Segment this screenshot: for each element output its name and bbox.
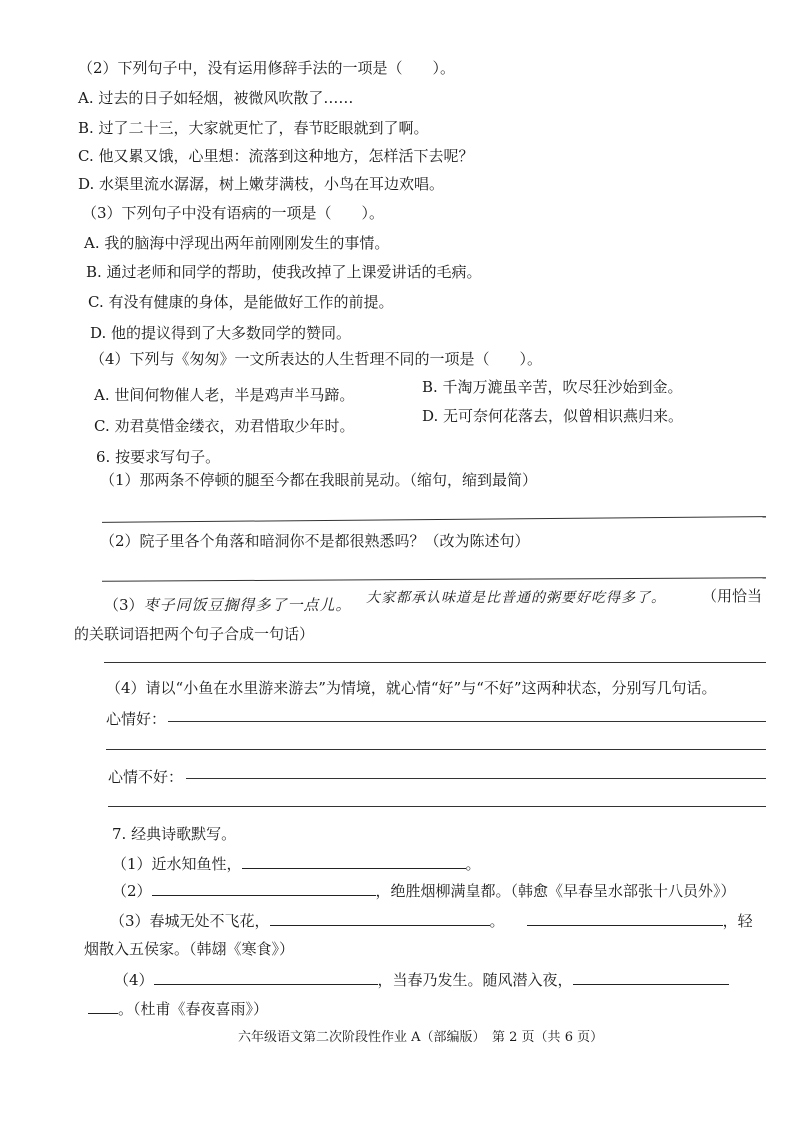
fill-blank[interactable] — [154, 969, 378, 985]
q5-3-option-d: D. 他的提议得到了大多数同学的赞同。 — [90, 324, 352, 342]
q5-2-option-a: A. 过去的日子如轻烟，被微风吹散了…… — [78, 89, 354, 107]
answer-line[interactable] — [186, 778, 766, 779]
q5-4-option-c: C. 劝君莫惜金缕衣，劝君惜取少年时。 — [94, 417, 355, 435]
answer-line[interactable] — [102, 577, 766, 581]
q6-3-number: （3） — [104, 596, 144, 614]
q6-3-handwritten-sentence-2: 大家都承认味道是比普通的粥要好吃得多了。 — [366, 590, 666, 606]
q6-3-instruction-start: （用恰当 — [702, 587, 763, 605]
q7-4-source: 。（杜甫《春夜喜雨》） — [118, 1000, 269, 1018]
q7-4-number: （4） — [114, 971, 154, 989]
mood-good-label: 心情好： — [106, 710, 167, 728]
q7-3-mid: 。 — [489, 912, 505, 930]
fill-blank[interactable] — [573, 969, 729, 985]
fill-blank[interactable] — [527, 910, 723, 926]
q6-3-handwritten-sentence-1: 枣子同饭豆搁得多了一点儿。 — [143, 596, 352, 614]
fill-blank[interactable] — [88, 998, 118, 1014]
fill-blank[interactable] — [152, 880, 376, 896]
q7-1-text: （1）近水知鱼性， — [112, 855, 242, 873]
q6-3-instruction-end: 的关联词语把两个句子合成一句话） — [74, 625, 315, 643]
q5-4-option-a: A. 世间何物催人老，半是鸡声半马蹄。 — [94, 386, 355, 404]
q5-3-option-b: B. 通过老师和同学的帮助，使我改掉了上课爱讲话的毛病。 — [86, 263, 482, 281]
q6-3-prompt — [104, 595, 352, 615]
q7-1-end: 。 — [465, 855, 481, 873]
q5-3-option-c: C. 有没有健康的身体，是能做好工作的前提。 — [88, 293, 394, 311]
q7-4-line2 — [88, 998, 268, 1019]
q5-2-option-d: D. 水渠里流水潺潺，树上嫩芽满枝，小鸟在耳边欢唱。 — [78, 175, 445, 193]
fill-blank[interactable] — [270, 910, 490, 926]
q5-2-option-b: B. 过了二十三，大家就更忙了，春节眨眼就到了啊。 — [78, 119, 429, 137]
q5-2-option-c: C. 他又累又饿，心里想：流落到这种地方，怎样活下去呢？ — [78, 147, 474, 165]
q7-2-number: （2） — [112, 882, 152, 900]
q7-4-line — [114, 969, 729, 990]
answer-line[interactable] — [106, 749, 766, 750]
q6-2-prompt: （2）院子里各个角落和暗洞你不是都很熟悉吗？（改为陈述句） — [100, 532, 530, 550]
q7-3-line — [110, 910, 753, 931]
page-footer: 六年级语文第二次阶段性作业 A（部编版） 第 2 页（共 6 页） — [238, 1030, 604, 1045]
q7-2-text: ，绝胜烟柳满皇都。（韩愈《早春呈水部张十八员外》） — [375, 882, 736, 900]
q5-4-option-b: B. 千淘万漉虽辛苦，吹尽狂沙始到金。 — [422, 378, 683, 396]
q5-3-stem: （3）下列句子中没有语病的一项是（ ）。 — [82, 204, 385, 222]
q5-4-stem: （4）下列与《匆匆》一文所表达的人生哲理不同的一项是（ ）。 — [90, 350, 543, 368]
q7-3-end: ，轻 — [722, 912, 753, 930]
q7-3-line2: 烟散入五侯家。（韩翃《寒食》） — [84, 940, 295, 958]
q5-2-stem: （2）下列句子中，没有运用修辞手法的一项是（ ）。 — [78, 59, 456, 77]
q7-1-line — [112, 853, 481, 874]
answer-line[interactable] — [168, 721, 766, 722]
answer-line[interactable] — [104, 662, 766, 663]
q7-2-line — [112, 880, 736, 901]
mood-bad-label: 心情不好： — [108, 768, 184, 786]
answer-line[interactable] — [108, 806, 766, 807]
q5-4-option-d: D. 无可奈何花落去，似曾相识燕归来。 — [422, 407, 684, 425]
q6-1-prompt: （1）那两条不停顿的腿至今都在我眼前晃动。（缩句，缩到最简） — [100, 471, 538, 489]
answer-line[interactable] — [102, 516, 766, 523]
q7-title: 7. 经典诗歌默写。 — [112, 825, 237, 843]
q7-4-text: ，当春乃发生。随风潜入夜， — [377, 971, 573, 989]
q6-title: 6. 按要求写句子。 — [96, 448, 221, 466]
fill-blank[interactable] — [242, 853, 466, 869]
q5-3-option-a: A. 我的脑海中浮现出两年前刚刚发生的事情。 — [84, 234, 390, 252]
q6-4-prompt: （4）请以“小鱼在水里游来游去”为情境，就心情“好”与“不好”这两种状态，分别写几句话。 — [106, 679, 717, 697]
q7-3-text: （3）春城无处不飞花， — [110, 912, 270, 930]
